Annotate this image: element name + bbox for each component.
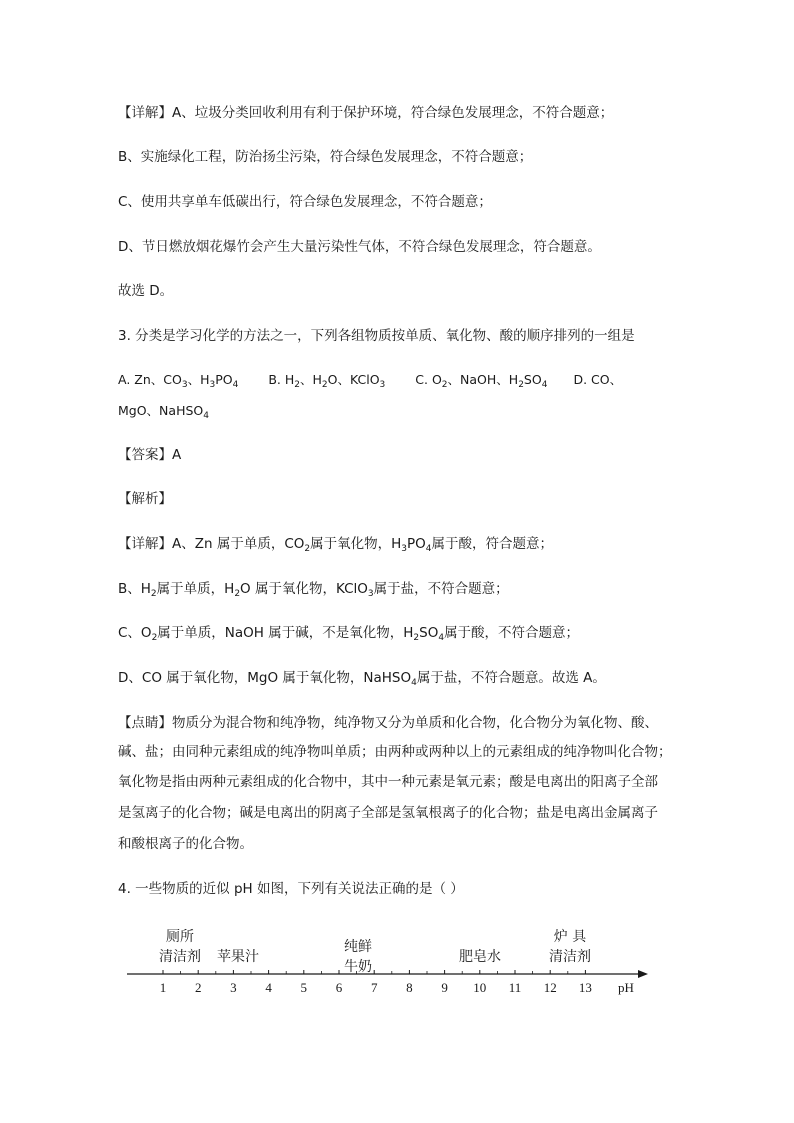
ph-tick-label: 9 [441,980,448,995]
comment-line-3: 氧化物是指由两种元素组成的化合物中，其中一种元素是氧元素；酸是电离出的阳离子全部 [118,774,658,790]
analysis-label: 【解析】 [118,491,172,507]
arrow-right-icon [638,970,648,978]
ph-tick-label: 2 [194,980,202,995]
ph-tick-label: 6 [335,980,343,995]
conclusion-line: 故选 D。 [118,283,174,299]
detail-line-c: C、使用共享单车低碳出行，符合绿色发展理念，不符合题意； [118,194,492,210]
ph-tick-label: 11 [508,980,522,995]
ph-scale-diagram [118,924,658,1004]
substance-toilet-cleaner-line2: 清洁剂 [159,949,201,965]
detail-q3-a: 【详解】A、Zn 属于单质，$CO_2$属于氧化物，$H_3PO_4$属于酸，符合题意； [118,536,554,554]
substance-toilet-cleaner-line1: 厕所 [166,929,194,945]
question3-options-line1: A. Zn、$CO_3$、$H_3PO_4$ B. $H_2$、$H_2O$、KClO$_3$ C. $O_2$、NaOH、$H_2SO_4$ D. CO、 [118,372,623,390]
question4-stem: 4. 一些物质的近似 pH 如图，下列有关说法正确的是（ ） [118,881,464,897]
question3-options-line2: MgO、NaHSO$_4$ [118,403,209,421]
ph-tick-label: 8 [406,980,413,995]
ph-tick-label: 1 [159,980,167,995]
comment-line-2: 碱、盐；由同种元素组成的纯净物叫单质；由两种或两种以上的元素组成的纯净物叫化合物； [118,744,672,760]
ph-tick-label: 12 [543,980,557,995]
substance-milk-line1: 纯鲜 [344,939,372,955]
question3-stem: 3. 分类是学习化学的方法之一，下列各组物质按单质、氧化物、酸的顺序排列的一组是 [118,328,635,344]
substance-milk-line2: 牛奶 [344,959,372,975]
comment-line-4: 是氢离子的化合物；碱是电离出的阴离子全部是氢氧根离子的化合物；盐是电离出金属离子 [118,805,658,821]
ph-tick-label: 5 [300,980,308,995]
ph-axis-label: pH [618,980,634,995]
detail-line-d: D、节日燃放烟花爆竹会产生大量污染性气体，不符合绿色发展理念，符合题意。 [118,239,601,255]
detail-q3-b: B、$H_2$属于单质，$H_2O$ 属于氧化物，KClO$_3$属于盐，不符合题意； [118,581,509,599]
detail-q3-c: C、$O_2$属于单质，NaOH 属于碱，不是氧化物，$H_2SO_4$属于酸，不符合题意； [118,625,580,643]
ph-tick-label: 7 [370,980,378,995]
detail-line-b: B、实施绿化工程，防治扬尘污染，符合绿色发展理念，不符合题意； [118,149,533,165]
detail-q3-d: D、CO 属于氧化物，MgO 属于氧化物，NaHSO$_4$属于盐，不符合题意。故选 A。 [118,670,606,688]
substance-soap-water: 肥皂水 [459,949,501,965]
ph-tick-label: 3 [230,980,237,995]
substance-stove-cleaner-line2: 清洁剂 [549,949,591,965]
comment-line-1: 【点睛】物质分为混合物和纯净物，纯净物又分为单质和化合物，化合物分为氧化物、酸、 [118,715,658,731]
substance-stove-cleaner-line1: 炉 具 [553,929,587,945]
answer-line: 【答案】A [118,447,182,463]
ph-tick-label: 10 [473,980,487,995]
ph-tick-label: 4 [265,980,272,995]
comment-line-5: 和酸根离子的化合物。 [118,836,253,852]
ph-tick-label: 13 [578,980,592,995]
substance-apple-juice: 苹果汁 [217,949,259,965]
detail-line-a: 【详解】A、垃圾分类回收利用有利于保护环境，符合绿色发展理念，不符合题意； [118,105,614,121]
